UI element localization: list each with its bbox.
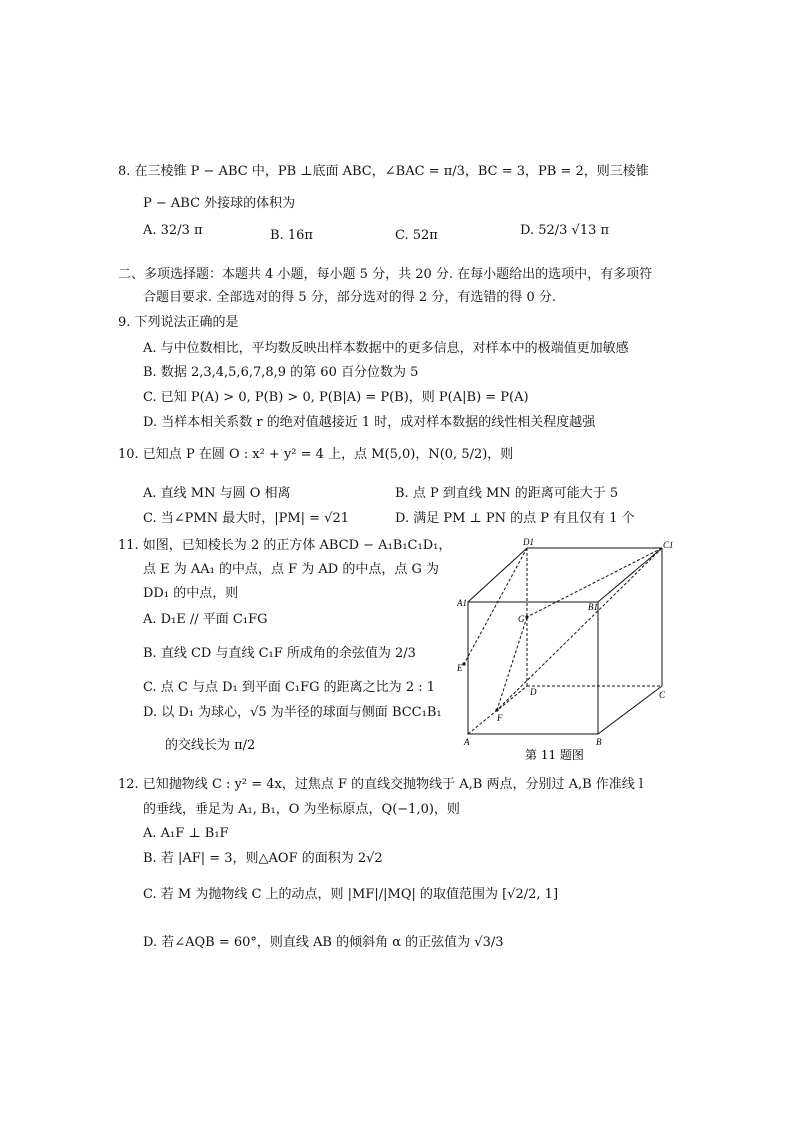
section2-instructions-line2: 合题目要求. 全部选对的得 5 分，部分选对的得 2 分，有选错的得 0 分. — [143, 290, 557, 305]
q10-option-d: D. 满足 PM ⊥ PN 的点 P 有且仅有 1 个 — [395, 511, 635, 526]
q12-stem-continued: 的垂线，垂足为 A₁, B₁，O 为坐标原点，Q(−1,0)，则 — [143, 802, 460, 817]
label-b: B — [596, 737, 602, 747]
q12-stem: 12. 已知抛物线 C : y² = 4x，过焦点 F 的直线交抛物线于 A,B 两点，分别过 A,B 作准线 l — [118, 777, 644, 792]
q12-option-c: C. 若 M 为抛物线 C 上的动点，则 |MF|/|MQ| 的取值范围为 [√2/2, 1] — [143, 887, 559, 902]
label-b1: B1 — [588, 602, 598, 612]
edge-a1-d1 — [468, 548, 527, 602]
q10-option-b: B. 点 P 到直线 MN 的距离可能大于 5 — [395, 486, 619, 501]
q9-stem: 9. 下列说法正确的是 — [118, 315, 239, 330]
q11-option-d-continued: 的交线长为 π/2 — [165, 738, 256, 753]
q11-option-d: D. 以 D₁ 为球心，√5 为半径的球面与侧面 BCC₁B₁ — [143, 705, 442, 720]
q8-stem-continued: P − ABC 外接球的体积为 — [143, 196, 296, 211]
point-f — [495, 708, 498, 711]
label-d1: D1 — [523, 538, 534, 547]
q8-option-c: C. 52π — [395, 228, 438, 243]
q8-option-a: A. 32/3 π — [143, 223, 203, 238]
q11-stem: 11. 如图，已知棱长为 2 的正方体 ABCD − A₁B₁C₁D₁， — [118, 538, 452, 553]
q11-option-c: C. 点 C 与点 D₁ 到平面 C₁FG 的距离之比为 2 : 1 — [143, 680, 436, 695]
q8-stem: 8. 在三棱锥 P − ABC 中，PB ⊥底面 ABC，∠BAC = π/3，BC = 3，PB = 2，则三棱锥 — [118, 164, 649, 179]
figure-caption: 第 11 题图 — [525, 748, 584, 762]
label-e: E — [457, 663, 463, 673]
point-g — [525, 615, 528, 618]
q11-stem-continued-2: DD₁ 的中点，则 — [143, 586, 239, 601]
point-e — [462, 662, 465, 665]
label-c: C — [659, 690, 666, 700]
q9-option-d: D. 当样本相关系数 r 的绝对值越接近 1 时，成对样本数据的线性相关程度越强 — [143, 415, 596, 430]
q9-option-a: A. 与中位数相比，平均数反映出样本数据中的更多信息，对样本中的极端值更加敏感 — [143, 341, 629, 356]
cube-front-face — [468, 602, 598, 734]
label-a1: A1 — [457, 598, 467, 608]
section2-instructions-line1: 二、多项选择题：本题共 4 小题，每小题 5 分，共 20 分. 在每小题给出的选项中，有多项符 — [118, 267, 653, 282]
q8-option-d: D. 52/3 √13 π — [520, 223, 610, 238]
q12-option-a: A. A₁F ⊥ B₁F — [143, 826, 229, 841]
label-c1: C1 — [663, 540, 674, 550]
q12-option-d: D. 若∠AQB = 60°，则直线 AB 的倾斜角 α 的正弦值为 √3/3 — [143, 935, 504, 950]
q9-option-c: C. 已知 P(A) > 0, P(B) > 0, P(B|A) = P(B)，则 P(A|B) = P(A) — [143, 390, 529, 405]
q9-option-b: B. 数据 2,3,4,5,6,7,8,9 的第 60 百分位数为 5 — [143, 365, 419, 380]
label-f: F — [497, 713, 503, 723]
q12-option-b: B. 若 |AF| = 3，则△AOF 的面积为 2√2 — [143, 851, 383, 866]
q8-option-b: B. 16π — [270, 228, 313, 243]
edge-b-c — [598, 686, 662, 734]
label-g: G — [518, 614, 525, 624]
segment-g-f — [497, 617, 527, 710]
q11-option-a: A. D₁E // 平面 C₁FG — [143, 612, 268, 627]
q10-stem: 10. 已知点 P 在圆 O : x² + y² = 4 上，点 M(5,0)，N(0, 5/2)，则 — [118, 447, 514, 462]
q11-cube-figure — [455, 538, 695, 768]
q10-option-a: A. 直线 MN 与圆 O 相离 — [143, 486, 291, 501]
q10-option-c: C. 当∠PMN 最大时，|PM| = √21 — [143, 511, 350, 526]
label-a: A — [464, 737, 470, 747]
q11-stem-continued: 点 E 为 AA₁ 的中点，点 F 为 AD 的中点，点 G 为 — [143, 562, 440, 577]
edge-b1-c1 — [598, 548, 662, 602]
label-d: D — [530, 687, 537, 697]
q11-option-b: B. 直线 CD 与直线 C₁F 所成角的余弦值为 2/3 — [143, 646, 416, 661]
